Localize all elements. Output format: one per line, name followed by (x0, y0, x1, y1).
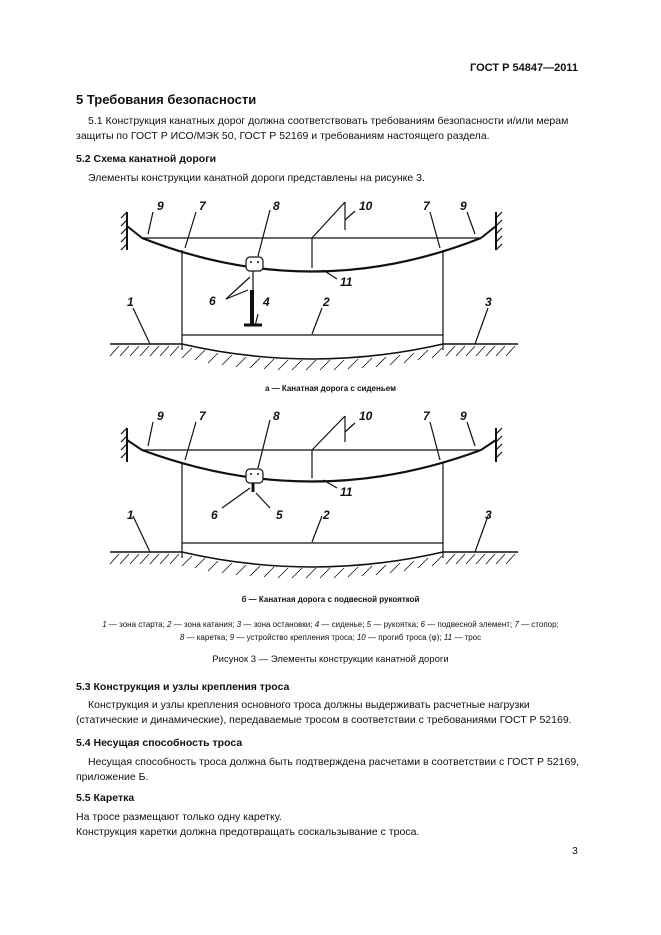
label-10: 10 (359, 199, 373, 213)
section-5-1-text: 5.1 Конструкция канатных дорог должна соответствовать требованиям безопасности и/или мерам защиты по ГОСТ Р ИСО/МЭК 50, ГОСТ Р 52169 и требованиям настоящего раздела. (76, 115, 569, 142)
section-5-3-title: 5.3 Конструкция и узлы крепления троса (76, 681, 290, 693)
label-1: 1 (127, 295, 134, 309)
page-number: 3 (572, 845, 578, 857)
label-11: 11 (340, 275, 353, 289)
figure-b-diagram (0, 398, 661, 588)
label-9-left: 9 (157, 199, 164, 213)
label-8-b: 8 (273, 409, 280, 423)
label-5-b: 5 (276, 508, 283, 522)
figure-legend (0, 618, 661, 644)
label-11-b: 11 (340, 485, 353, 499)
standard-number: ГОСТ Р 54847—2011 (470, 62, 578, 74)
label-9-right: 9 (460, 199, 467, 213)
section-5-3-text: Конструкция и узлы крепления основного троса должны выдерживать расчетные нагрузки (статические и динамические), передаваемые тросом в соответствии с требованиями ГОСТ Р 52169. (76, 699, 572, 726)
section-5-title: 5 Требования безопасности (76, 92, 257, 107)
section-5-5-line-1: На тросе размещают только одну каретку. (76, 811, 282, 823)
section-5-5-line-2: Конструкция каретки должна предотвращать соскальзывание с троса. (76, 826, 420, 838)
label-2: 2 (323, 295, 330, 309)
section-5-5-title: 5.5 Каретка (76, 792, 135, 804)
figure-a-diagram (0, 190, 661, 385)
legend-line-2: 8 — каретка; 9 — устройство крепления троса; 10 — прогиб троса (φ); 11 — трос (179, 633, 482, 642)
label-3: 3 (485, 295, 492, 309)
label-6: 6 (209, 294, 216, 308)
figure-title: Рисунок 3 — Элементы конструкции канатной дороги (212, 654, 449, 665)
label-2-b: 2 (323, 508, 330, 522)
label-9-right-b: 9 (460, 409, 467, 423)
label-3-b: 3 (485, 508, 492, 522)
figure-a-caption: а — Канатная дорога с сиденьем (264, 384, 396, 393)
label-7-right: 7 (423, 199, 430, 213)
label-7-left: 7 (199, 199, 206, 213)
label-6-b: 6 (211, 508, 218, 522)
label-4: 4 (263, 295, 270, 309)
label-8: 8 (273, 199, 280, 213)
label-1-b: 1 (127, 508, 134, 522)
section-5-2-text: Элементы конструкции канатной дороги представлены на рисунке 3. (88, 172, 425, 184)
section-5-4-title: 5.4 Несущая способность троса (76, 737, 243, 749)
legend-line-1: 1 — зона старта; 2 — зона катания; 3 — зона остановки; 4 — сиденье; 5 — рукоятка; 6 — подвесной элемент; 7 — стопор; (102, 620, 559, 629)
label-7-right-b: 7 (423, 409, 430, 423)
label-9-left-b: 9 (157, 409, 164, 423)
section-5-2-title: 5.2 Схема канатной дороги (76, 153, 217, 165)
label-10-b: 10 (359, 409, 373, 423)
figure-b-caption: б — Канатная дорога с подвесной рукояткой (241, 595, 420, 604)
section-5-4-text: Несущая способность троса должна быть подтверждена расчетами в соответствии с ГОСТ Р 52169, приложение Б. (76, 756, 580, 783)
label-7-left-b: 7 (199, 409, 206, 423)
